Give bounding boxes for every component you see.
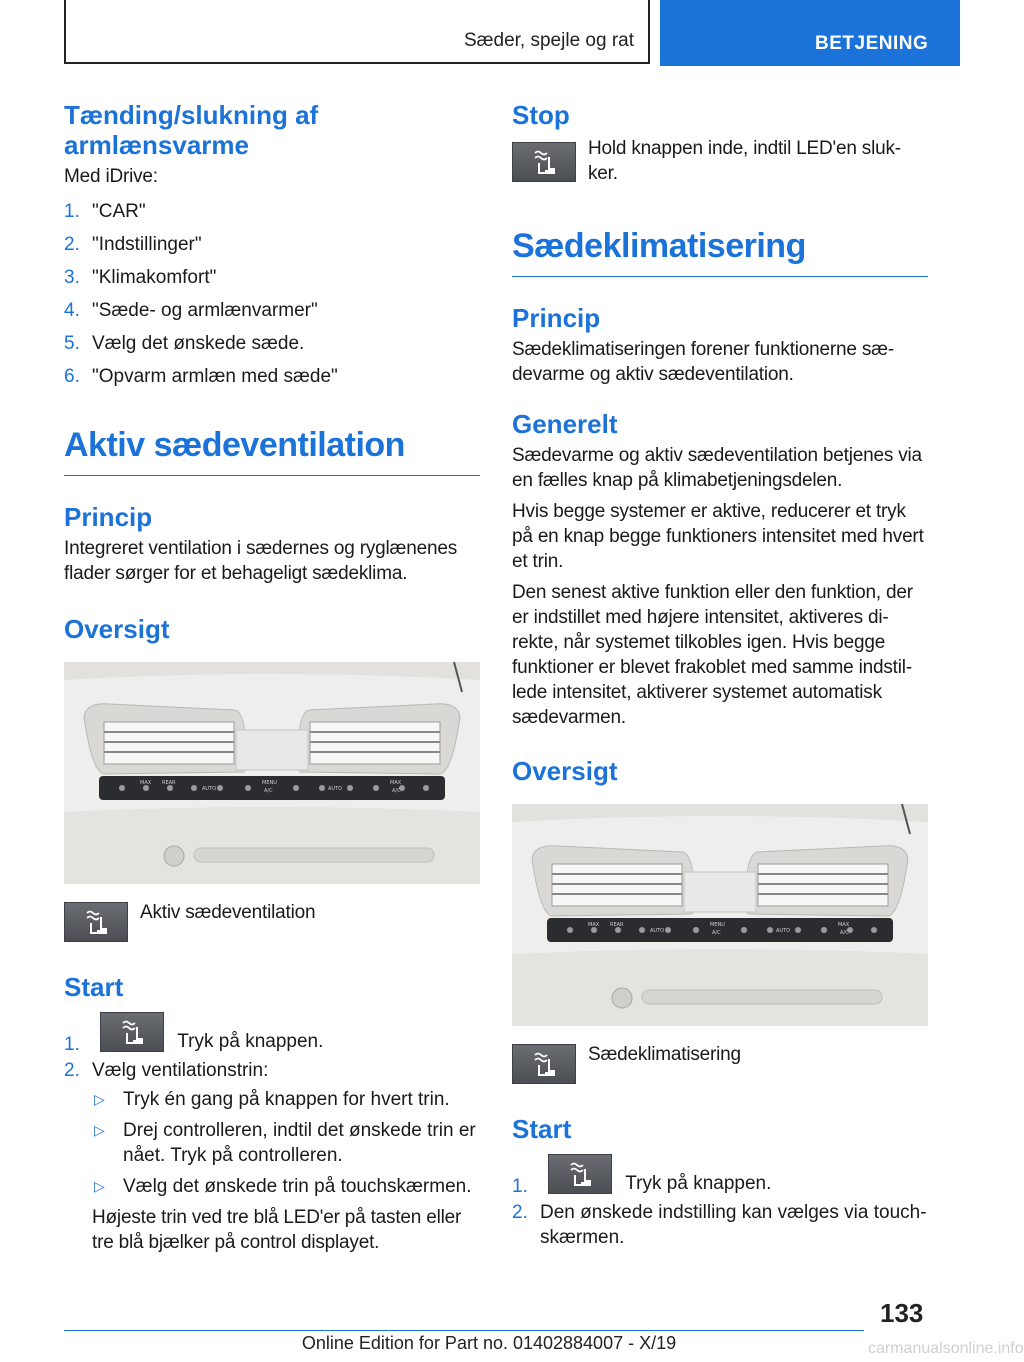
- footer-edition: Online Edition for Part no. 01402884007 - X/19: [301, 1333, 677, 1353]
- princip-text: Integreret ventilation i sædernes og ryglænenes flader sørger for et behageligt sædeklima.: [64, 538, 457, 584]
- header-chapter-tab: [660, 0, 960, 66]
- seat-ventilation-button-icon: [100, 1012, 164, 1052]
- start-heading: Start: [64, 972, 124, 1002]
- oversigt-heading: Oversigt: [64, 614, 170, 644]
- max-level-text: Højeste trin ved tre blå LED'er på tasten eller tre blå bjælker på control displayet.: [92, 1207, 462, 1253]
- start-steps-right: [512, 1154, 928, 1250]
- panel-label-auto: AUTO: [776, 928, 791, 934]
- panel-label-menu: MENU: [710, 922, 725, 928]
- panel-label-auto: AUTO: [650, 928, 665, 934]
- panel-label-ac: A/C: [392, 788, 401, 794]
- list-item: 5. Vælg det ønskede sæde.: [64, 333, 305, 354]
- generelt-p2: Hvis begge systemer er aktive, reducerer et tryk på en knap begge funktioners intensitet med hvert et trin.: [512, 501, 924, 572]
- icon-caption-row-right: [512, 1044, 928, 1084]
- seat-ventilation-icon: [64, 902, 128, 942]
- generelt-p3: Den senest aktive funktion eller den funktion, der er indstillet med højere intensitet, aktiveres direkte, når systemet tilkobles igen. Hvis begge funktioner er blevet frakoblet med samme indstillede intensitet, aktiverer systemet automatisk sædevarmen.: [512, 582, 913, 728]
- panel-label-auto: AUTO: [328, 786, 343, 792]
- list-item: ▷ Vælg det ønskede trin på touchskærmen.: [94, 1176, 472, 1197]
- panel-label-max: MAX: [838, 922, 850, 928]
- header-section-box: [64, 0, 650, 64]
- panel-label-menu: MENU: [262, 780, 277, 786]
- list-item: 1. Tryk på knappen.: [512, 1154, 928, 1194]
- panel-label-ac: A/C: [712, 930, 721, 936]
- climate-heading: Sædeklimatisering: [512, 226, 928, 277]
- watermark: carmanualsonline.info: [868, 1340, 1024, 1357]
- stop-row: [512, 138, 928, 186]
- climate-panel-photo: [64, 662, 480, 884]
- seat-climate-icon: [512, 1044, 576, 1084]
- princip-text-right: Sædeklimatiseringen forener funktionerne sædevarme og aktiv sædeventilation.: [512, 339, 895, 385]
- list-item: 2. Den ønskede indstilling kan vælges via touchskærmen.: [512, 1202, 927, 1248]
- right-column: [512, 100, 928, 1250]
- princip-heading: Princip: [64, 502, 153, 532]
- list-item: ▷ Tryk én gang på knappen for hvert trin.: [94, 1089, 450, 1110]
- seat-climate-icon: [512, 142, 576, 182]
- start-heading-right: Start: [512, 1114, 572, 1144]
- panel-label-max: MAX: [140, 780, 152, 786]
- panel-label-auto: AUTO: [202, 786, 217, 792]
- oversigt-heading-right: Oversigt: [512, 756, 618, 786]
- icon-caption-row: [64, 902, 480, 942]
- panel-label-rear: REAR: [162, 780, 176, 786]
- header-chapter-label: BETJENING: [815, 33, 929, 54]
- armrest-intro: Med iDrive:: [64, 166, 158, 187]
- panel-label-max: MAX: [390, 780, 402, 786]
- generelt-p1: Sædevarme og aktiv sædeventilation betjenes via en fælles knap på klimabetjeningsdelen.: [512, 445, 922, 491]
- armrest-steps: [64, 199, 480, 389]
- princip-heading-right: Princip: [512, 303, 601, 333]
- panel-label-ac: A/C: [264, 788, 273, 794]
- list-item: 6. "Opvarm armlæn med sæde": [64, 366, 338, 387]
- panel-label-rear: REAR: [610, 922, 624, 928]
- panel-label-ac: A/C: [840, 930, 849, 936]
- armrest-heading: Tænding/slukning af armlænsvarme: [64, 100, 319, 160]
- seat-climate-button-icon: [548, 1154, 612, 1194]
- list-item: 3. "Klimakomfort": [64, 267, 217, 288]
- bullet-list: [92, 1087, 480, 1199]
- page-number: 133: [880, 1298, 924, 1328]
- list-item: 4. "Sæde- og armlænvarmer": [64, 300, 318, 321]
- icon-caption-right: Sædeklimatisering: [588, 1044, 741, 1065]
- list-item: ▷ Drej controlleren, indtil det ønskede trin er nået. Tryk på controlleren.: [94, 1120, 476, 1166]
- start-steps: [64, 1012, 480, 1255]
- stop-text: Hold knappen inde, indtil LED'en slukker.: [588, 138, 902, 184]
- climate-panel-photo-right: [512, 804, 928, 1026]
- panel-label-max: MAX: [588, 922, 600, 928]
- left-column: [64, 100, 480, 1255]
- vent-heading: Aktiv sædeventilation: [64, 425, 480, 476]
- list-item: 2. "Indstillinger": [64, 234, 202, 255]
- icon-caption: Aktiv sædeventilation: [140, 902, 316, 923]
- list-item: 2. Vælg ventilationstrin: ▷ Tryk én gang på knappen for hvert trin. ▷ Drej controlleren, indtil det ønskede trin er nået. Tryk på controlleren. ▷ Vælg det ønskede trin på touchskærmen. Højeste trin ved tre blå LED'er på tasten eller tre blå bjælker på control displayet.: [64, 1058, 480, 1255]
- generelt-heading: Generelt: [512, 409, 618, 439]
- header-section-title: Sæder, spejle og rat: [463, 30, 634, 51]
- list-item: 1. "CAR": [64, 201, 146, 222]
- stop-heading: Stop: [512, 100, 570, 130]
- list-item: 1. Tryk på knappen.: [64, 1012, 480, 1052]
- footer-divider: [64, 1330, 864, 1331]
